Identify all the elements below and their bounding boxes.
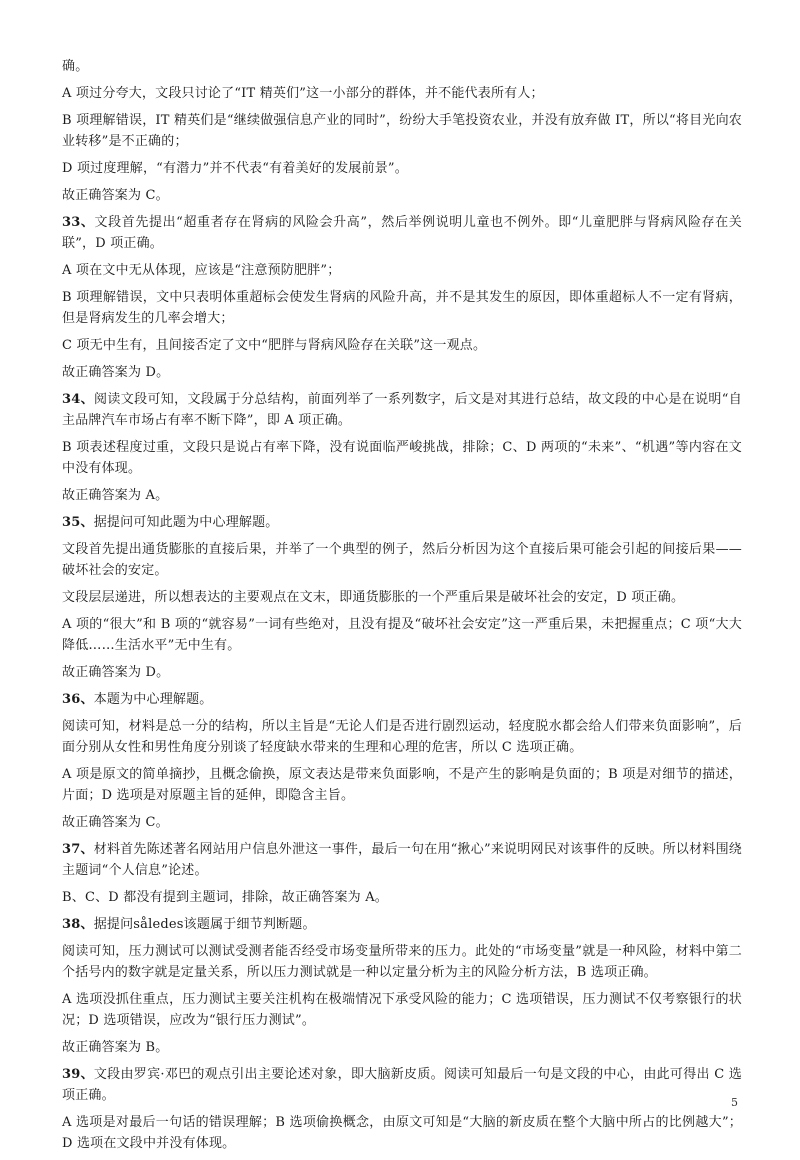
paragraph: 文段层层递进，所以想表达的主要观点在文末，即通货膨胀的一个严重后果是破坏社会的安定，D 项正确。: [62, 590, 685, 605]
paragraph: 阅读可知，压力测试可以测试受测者能否经受市场变量所带来的压力。此处的“市场变量”就是一种风险，材料中第二个括号内的数字就是定量关系，所以压力测试就是一种以定量分析为主的风险分析方法，B 选项正确。: [62, 944, 742, 980]
question-39: 39、文段由罗宾·邓巴的观点引出主要论述对象，即大脑新皮质。阅读可知最后一句是文段的中心，由此可得出 C 选项正确。: [62, 1067, 742, 1103]
paragraph: B、C、D 都没有提到主题词，排除，故正确答案为 A。: [62, 890, 388, 905]
question-36: 36、本题为中心理解题。: [62, 692, 213, 707]
paragraph: 故正确答案为 A。: [62, 488, 169, 503]
paragraph: 故正确答案为 C。: [62, 188, 169, 203]
question-35: 35、据提问可知此题为中心理解题。: [62, 515, 279, 530]
page-number: 5: [731, 1096, 738, 1109]
paragraph: A 项的“很大”和 B 项的“就容易”一词有些绝对，且没有提及“破坏社会安定”这一严重后果，未把握重点；C 项“大大降低……生活水平”无中生有。: [62, 617, 742, 653]
paragraph: B 项理解错误，文中只表明体重超标会使发生肾病的风险升高，并不是其发生的原因，即体重超标人不一定有肾病，但是肾病发生的几率会增大；: [62, 290, 742, 326]
paragraph: A 项过分夸大，文段只讨论了“IT 精英们”这一小部分的群体，并不能代表所有人；: [62, 86, 544, 101]
paragraph: B 项理解错误，IT 精英们是“继续做强信息产业的同时”，纷纷大手笔投资农业，并没有放弃做 IT，所以“将目光向农业转移”是不正确的；: [62, 113, 742, 149]
question-33: 33、文段首先提出“超重者存在肾病的风险会升高”，然后举例说明儿童也不例外。即“儿童肥胖与肾病风险存在关联”，D 项正确。: [62, 215, 742, 251]
paragraph: A 项是原文的简单摘抄，且概念偷换，原文表达是带来负面影响，不是产生的影响是负面的；B 项是对细节的描述，片面；D 选项是对原题主旨的延伸，即隐含主旨。: [62, 767, 742, 803]
paragraph: 故正确答案为 D。: [62, 365, 170, 380]
paragraph: 确。: [62, 59, 89, 74]
paragraph: C 项无中生有，且间接否定了文中“肥胖与肾病风险存在关联”这一观点。: [62, 338, 487, 353]
paragraph: A 项在文中无从体现，应该是“注意预防肥胖”；: [62, 263, 341, 278]
question-34: 34、阅读文段可知，文段属于分总结构，前面列举了一系列数字，后文是对其进行总结，故文段的中心是在说明“自主品牌汽车市场占有率不断下降”，即 A 项正确。: [62, 392, 742, 428]
paragraph: 文段首先提出通货膨胀的直接后果，并举了一个典型的例子，然后分析因为这个直接后果可能会引起的间接后果——破坏社会的安定。: [62, 542, 742, 578]
question-38: 38、据提问således该题属于细节判断题。: [62, 917, 316, 932]
question-37: 37、材料首先陈述著名网站用户信息外泄这一事件，最后一句在用“揪心”来说明网民对该事件的反映。所以材料围绕主题词“个人信息”论述。: [62, 842, 742, 878]
paragraph: B 项表述程度过重，文段只是说占有率下降，没有说面临严峻挑战，排除；C、D 两项的“未来”、“机遇”等内容在文中没有体现。: [62, 440, 742, 476]
document-body: [62, 56, 742, 1160]
paragraph: 故正确答案为 D。: [62, 665, 170, 680]
paragraph: 故正确答案为 B。: [62, 1040, 169, 1055]
paragraph: A 选项没抓住重点，压力测试主要关注机构在极端情况下承受风险的能力；C 选项错误，压力测试不仅考察银行的状况；D 选项错误，应改为“银行压力测试”。: [62, 992, 742, 1028]
paragraph: A 选项是对最后一句话的错误理解；B 选项偷换概念，由原文可知是“大脑的新皮质在整个大脑中所占的比例越大”；D 选项在文段中并没有体现。: [62, 1115, 742, 1151]
paragraph: D 项过度理解，“有潜力”并不代表“有着美好的发展前景”。: [62, 161, 408, 176]
paragraph: 阅读可知，材料是总一分的结构，所以主旨是“无论人们是否进行剧烈运动，轻度脱水都会给人们带来负面影响”，后面分别从女性和男性角度分别谈了轻度缺水带来的生理和心理的危害，所以 C 选项正确。: [62, 719, 742, 755]
paragraph: 故正确答案为 C。: [62, 815, 169, 830]
